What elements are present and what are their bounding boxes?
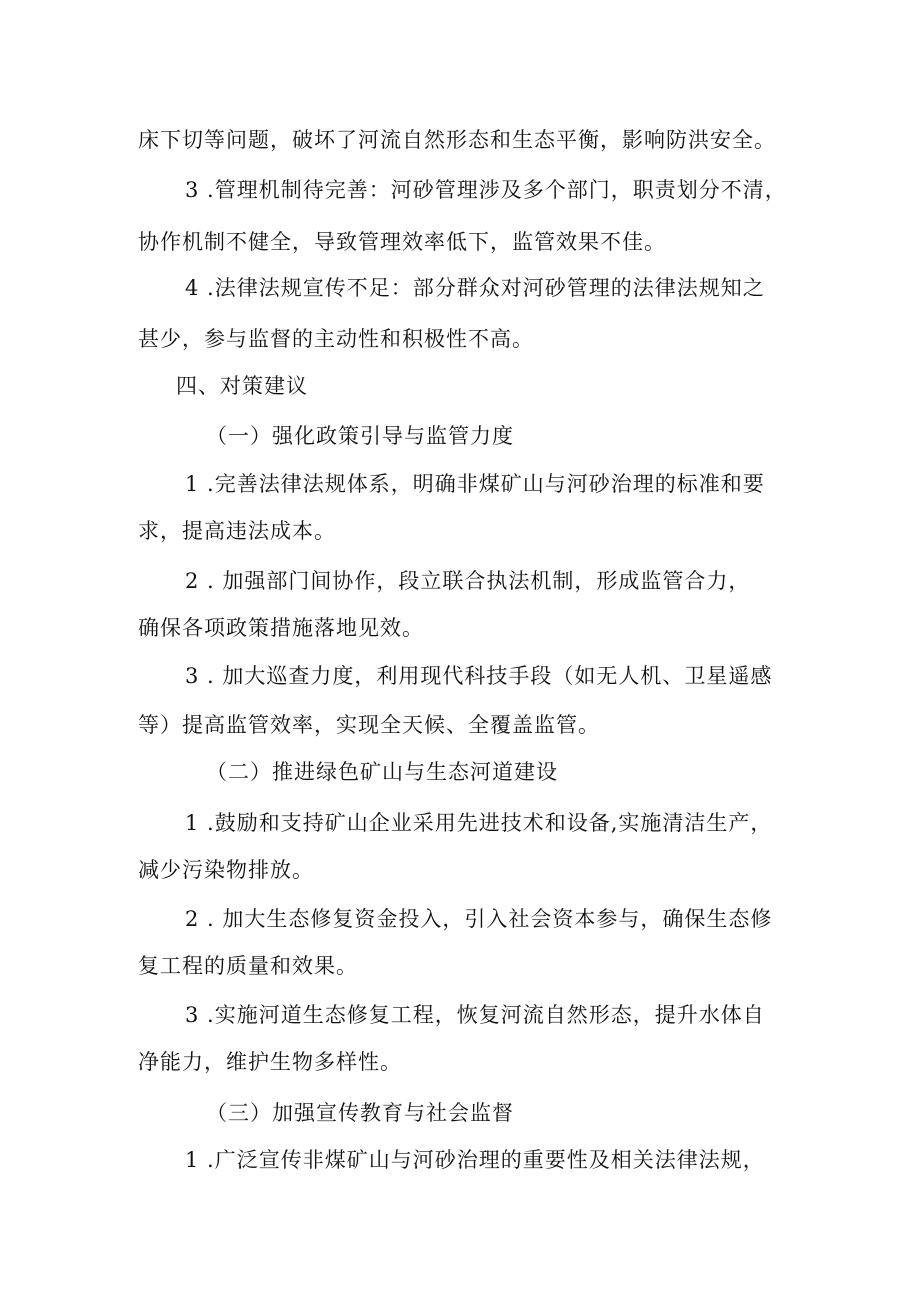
body-text-line: 甚少，参与监督的主动性和积极性不高。 — [138, 327, 534, 351]
list-item-1: 1 .鼓励和支持矿山企业采用先进技术和设备,实施清洁生产， — [185, 811, 773, 835]
list-item-2: 2 . 加强部门间协作，段立联合执法机制，形成监管合力， — [185, 569, 751, 593]
subsection-heading: （一）强化政策引导与监管力度 — [206, 424, 514, 448]
body-text-line: 减少污染物排放。 — [138, 858, 314, 882]
list-item-4: 4 .法律法规宣传不足：部分群众对河砂管理的法律法规知之 — [185, 276, 765, 300]
list-item-1: 1 .完善法律法规体系，明确非煤矿山与河砂治理的标准和要 — [185, 472, 765, 496]
list-item-3: 3 .实施河道生态修复工程，恢复河流自然形态，提升水体自 — [185, 1003, 765, 1027]
subsection-heading: （三）加强宣传教育与社会监督 — [206, 1101, 514, 1125]
list-item-3: 3 . 加大巡查力度，利用现代科技手段（如无人机、卫星遥感 — [185, 664, 773, 688]
list-item-1: 1 .广泛宣传非煤矿山与河砂治理的重要性及相关法律法规， — [185, 1148, 765, 1172]
list-item-3: 3 .管理机制待完善：河砂管理涉及多个部门，职责划分不清， — [185, 178, 787, 202]
body-text-line: 求，提高违法成本。 — [138, 519, 336, 543]
list-item-2: 2 . 加大生态修复资金投入，引入社会资本参与，确保生态修 — [185, 907, 773, 931]
section-heading: 四、对策建议 — [176, 374, 308, 398]
body-text-line: 床下切等问题，破坏了河流自然形态和生态平衡，影响防洪安全。 — [138, 128, 776, 152]
body-text-line: 等）提高监管效率，实现全天候、全覆盖监管。 — [138, 713, 600, 737]
body-text-line: 确保各项政策措施落地见效。 — [138, 616, 424, 640]
body-text-line: 净能力，维护生物多样性。 — [138, 1050, 402, 1074]
subsection-heading: （二）推进绿色矿山与生态河道建设 — [206, 760, 558, 784]
body-text-line: 协作机制不健全，导致管理效率低下，监管效果不佳。 — [138, 230, 666, 254]
body-text-line: 复工程的质量和效果。 — [138, 954, 358, 978]
